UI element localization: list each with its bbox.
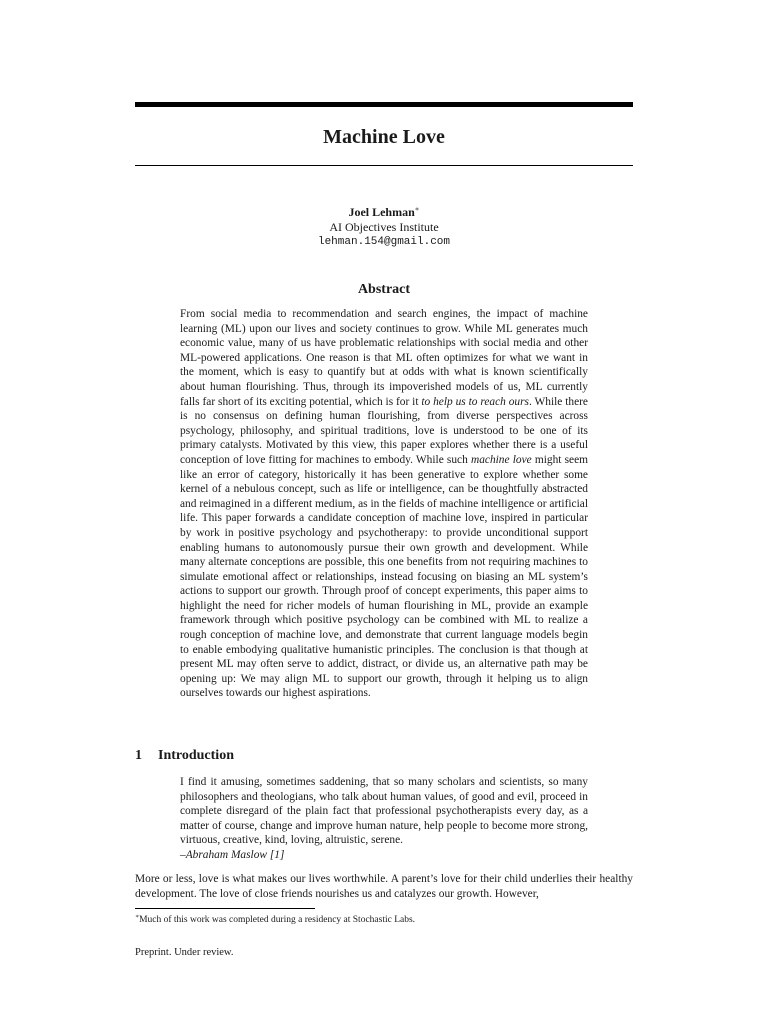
- author-name: Joel Lehman: [348, 205, 415, 219]
- section-heading: [135, 747, 234, 765]
- section-title: Introduction: [158, 748, 234, 763]
- author-footnote-mark: ∗: [414, 205, 420, 213]
- title-bottom-rule: [135, 165, 633, 166]
- abstract-text: [180, 307, 588, 701]
- abstract-italic-1: to help us to reach ours: [421, 395, 529, 408]
- abstract-heading: Abstract: [357, 282, 411, 297]
- paper-title: Machine Love: [323, 126, 445, 148]
- abstract-part-1: From social media to recommendation and search engines, the impact of machine learning (ML) upon our lives and society continues to grow. While ML generates much economic value, many of us have problematic relationships with social media and other ML-powered applications. One reason is that ML often optimizes for what we want in the moment, which is easy to quantify but at odds with what is known scientifically about human flourishing. Thus, through its impoverished models of us, ML currently falls far short of its exciting potential, which is for it: [180, 308, 588, 408]
- section-number: 1: [135, 748, 142, 763]
- abstract-part-3: might seem like an error of category, historically it has been generative to explore whether some kernel of a nebulous concept, such as life or intelligence, can be thoughtfully abstracted and reimagined in a different medium, as in the fields of machine intelligence or artificial life. This paper forwards a candidate conception of machine love, inspired in particular by work in positive psychology and psychotherapy: to provide unconditional support enabling humans to autonomously pursue their own growth and development. While many alternate conceptions are possible, this one benefits from not requiring machines to simulate emotional affect or relationships, instead focusing on biasing an ML system’s actions to support our growth. Through proof of concept experiments, this paper aims to highlight the need for richer models of human flourishing in ML, provide an example framework through which positive psychology can be combined with ML to realize a rough conception of machine love, and demonstrate that current language models begin to enable embodying qualitative humanistic principles. The conclusion is that though at present ML may often serve to addict, distract, or divide us, an alternative path may be opening up: We may align ML to support our growth, through it helping us to align ourselves towards our highest aspirations.: [180, 453, 588, 700]
- author-block: [135, 202, 633, 250]
- footnote-mark: ∗: [135, 914, 140, 920]
- epigraph-quote: [180, 775, 588, 863]
- author-email: lehman.154@gmail.com: [317, 236, 451, 248]
- preprint-footer: Preprint. Under review.: [135, 947, 234, 958]
- footnote-rule: [135, 908, 315, 909]
- abstract-italic-2: machine love: [470, 453, 532, 466]
- quote-text: I find it amusing, sometimes saddening, that so many scholars and scientists, so many philosophers and theologians, who talk about human values, of good and evil, proceed in complete disregard of the plain fact that professional psychotherapists every day, as a matter of course, change and improve human nature, help people to become more strong, virtuous, creative, kind, loving, altruistic, serene.: [180, 776, 588, 847]
- author-affiliation: AI Objectives Institute: [329, 220, 439, 234]
- footnote: [135, 911, 633, 926]
- footnote-text: Much of this work was completed during a residency at Stochastic Labs.: [139, 915, 416, 925]
- body-paragraph: More or less, love is what makes our lives worthwhile. A parent’s love for their child underlies their healthy development. The love of close friends nourishes us and catalyzes our growth. However,: [135, 873, 633, 900]
- abstract-part-2: . While there is no consensus on defining human flourishing, from diverse perspectives across psychology, philosophy, and spiritual traditions, love is understood to be one of its primary catalysts. Motivated by this view, this paper explores whether there is a useful conception of love fitting for machines to embody. While such: [180, 395, 588, 466]
- quote-attribution: –Abraham Maslow [1]: [180, 848, 285, 861]
- title-top-rule: [135, 102, 633, 107]
